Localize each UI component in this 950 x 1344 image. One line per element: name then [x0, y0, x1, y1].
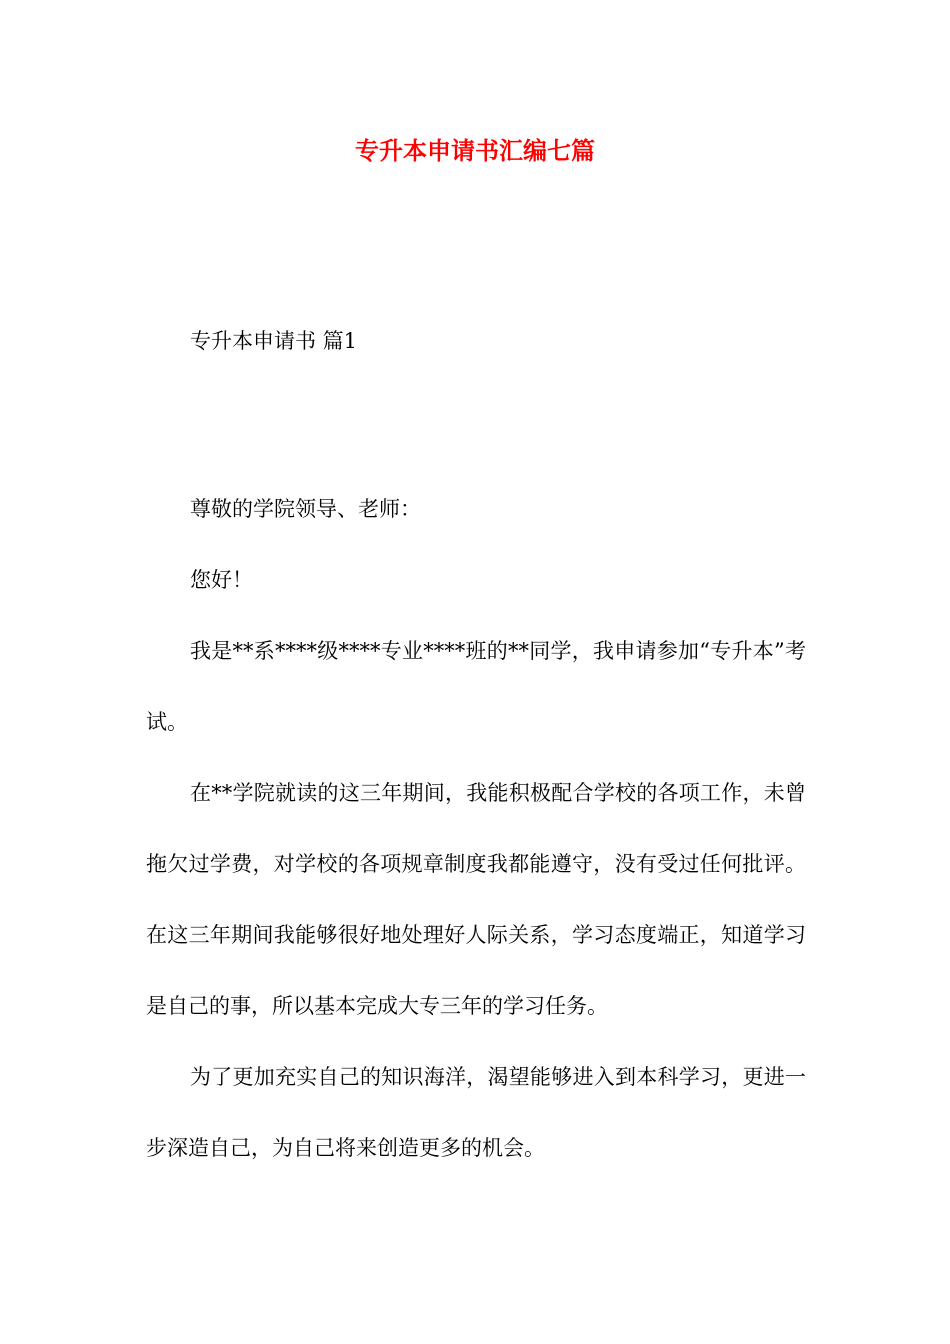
- body-paragraph: 我是**系****级****专业****班的**同学，我申请参加“专升本”考试。: [146, 639, 806, 734]
- body-paragraph: 为了更加充实自己的知识海洋，渴望能够进入到本科学习，更进一步深造自己，为自己将来创造更多的机会。: [146, 1065, 806, 1160]
- document-title: 专升本申请书汇编七篇: [355, 136, 595, 165]
- greeting: 您好！: [190, 568, 253, 592]
- document-body: [146, 474, 806, 1184]
- salutation: 尊敬的学院领导、老师：: [190, 497, 421, 521]
- section-heading: 专升本申请书 篇1: [190, 329, 358, 353]
- body-paragraph: 在**学院就读的这三年期间，我能积极配合学校的各项工作，未曾拖欠过学费，对学校的各项规章制度我都能遵守，没有受过任何批评。在这三年期间我能够很好地处理好人际关系，学习态度端正，知道学习是自己的事，所以基本完成大专三年的学习任务。: [146, 781, 806, 1018]
